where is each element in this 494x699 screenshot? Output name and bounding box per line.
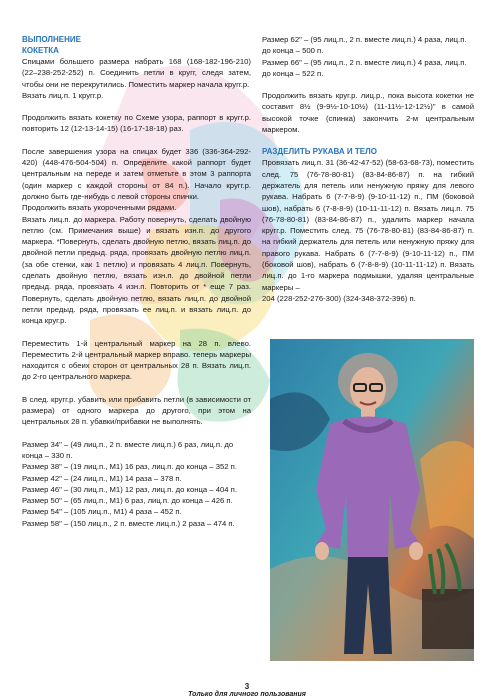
size-line: Размер 46" – (30 лиц.п., М1) 12 раз, лиц.п. до конца – 404 п. [22, 484, 237, 494]
size-line: Размер 66" – (95 лиц.п., 2 п. вместе лиц.п.) 4 раза, лиц.п. до конца – 522 п. [262, 57, 467, 78]
paragraph-continue-yoke: Продолжить вязать круг.р. лиц.р., пока высота кокетки не составит 8½ (9-9½-10-10½) (11-11½-12-12½)" в самой высокой точке (спинка) закончить 2-м центральным маркером. [262, 91, 474, 135]
paragraph-cast-on: Спицами большего размера набрать 168 (168-182-196-210) (22–238-252-252) п. Соединить петли в кругг, следя затем, чтобы они не перекрутились. Поместить маркер начала кругг.р. [22, 57, 251, 89]
size-line: Размер 34" – (49 лиц.п., 2 п. вместе лиц.п.) 6 раз, лиц.п. до конца – 330 п. [22, 439, 234, 460]
paragraph-decrease-increase: В след. кругг.р. убавить или прибавить петли (в зависимости от размера) от одного маркера до другого, при этом на центральных 28 п. убавки/прибавки не выполнять. [22, 394, 251, 427]
paragraph-pattern: Продолжить вязать кокетку по Схеме узора, раппорт в кругг.р. повторить 12 (12-13-14-15) (16-17-18-18) раз. [22, 113, 251, 134]
paragraph-after-pattern: После завершения узора на спицах будет 336 (336-364-292-420) (448-476-504-504) п. Определите какой раппорт будет центральным на переде и затем отметьте в этом 3 раппорта (один маркер с каждой стороны от 84 п.). Начало кругг.р. должно быть где-нибудь с левой стороны спинки. [22, 146, 251, 201]
size-line: Размер 62" – (95 лиц.п., 2 п. вместе лиц.п.) 4 раза, лиц.п. до конца – 500 п. [262, 35, 467, 56]
paragraph-divide: Провязать лиц.п. 31 (36-42-47-52) (58-63-68-73), поместить след. 75 (76-78-80-81) (83-84-86-87) п. на гибкий держатель для петель или ненужную пряжу для левого рукава. Набрать 6 (7-7-8-9) (9-10-11-12) п., ПМ (боковой шов), набрать 6 (7-8-8-9) (10-11-11-12) п. Вязать лиц.п. 75 (76-78-80-81) (83-84-86-87) п., удалить маркер начала кругг.р. Поместить след. 75 (76-78-80-81) (83-84-86-87) п. на гибкий держатель для петель или ненужную пряжу для правого рукава. Набрать 6 (7-7-8-9) (9-10-11-12) п., ПМ (боковой шов), набрать 6 (7-8-8-9) (10-11-11-12) п. Вязать лиц.п. до 1-го маркера подмышки, удаляя центральные маркеры – [262, 158, 474, 292]
paragraph-knit-round: Вязать лиц.п. 1 кругг.р. [22, 90, 104, 100]
paragraph-stitch-count: 204 (228-252-276-300) (324-348-372-396) п. [262, 293, 416, 303]
size-list-right [262, 34, 474, 79]
right-column [262, 34, 474, 304]
model-photo [270, 339, 474, 661]
size-line: Размер 50" – (65 лиц.п., М1) 6 раз, лиц.п. до конца – 426 п. [22, 496, 233, 506]
size-line: Размер 54" – (105 лиц.п., М1) 4 раза – 452 п. [22, 507, 182, 517]
paragraph-short-rows: Вязать лиц.п. до маркера. Работу повернуть, сделать двойную петлю (см. Примечания выше) и вязать изн.п. до другого маркера. *Повернуть, сделать двойную петлю, вязать лиц.п. до двойной петли предыд. ряда, провязать двойную петлю лиц.п. (за обе стенки, как 1 петлю) и провязать 4 лиц.п. Повернуть, сделать двойную петлю, вязать изн.п. до двойной петли предыд. ряда, провязать 4 изн.п. Повторить от * еще 7 раз. Повернуть, сделать двойную петлю, вязать лиц.п. до двойной петли предыд. ряда, провязать ее лиц.п. и вязать лиц.п. до конца круг.р. [22, 214, 251, 326]
size-line: Размер 38" – (19 лиц.п., М1) 16 раз, лиц.п. до конца – 352 п. [22, 462, 237, 472]
size-line: Размер 58" – (150 лиц.п., 2 п. вместе лиц.п.) 2 раза – 474 п. [22, 518, 235, 528]
section-heading-divide-sleeves: РАЗДЕЛИТЬ РУКАВА И ТЕЛО [262, 147, 377, 157]
paragraph-move-markers: Переместить 1-й центральный маркер на 28 п. влево. Переместить 2-й центральный маркер вправо. теперь маркеры находится с обеих сторон от центральных 28 п. Вязать лиц.п. до 2-го центрального маркера. [22, 338, 251, 382]
paragraph-short-rows-intro: Продолжить вязать укороченными рядами. [22, 203, 177, 213]
section-heading-yoke: КОКЕТКА [22, 46, 59, 55]
page-number: 3 [244, 682, 250, 691]
size-line: Размер 42" – (24 лиц.п., М1) 14 раза – 378 п. [22, 473, 182, 483]
section-heading-execution: ВЫПОЛНЕНИЕ [22, 35, 81, 44]
size-list-left [22, 439, 251, 529]
personal-use-note: Только для личного пользования [188, 691, 306, 698]
left-column [22, 34, 251, 529]
